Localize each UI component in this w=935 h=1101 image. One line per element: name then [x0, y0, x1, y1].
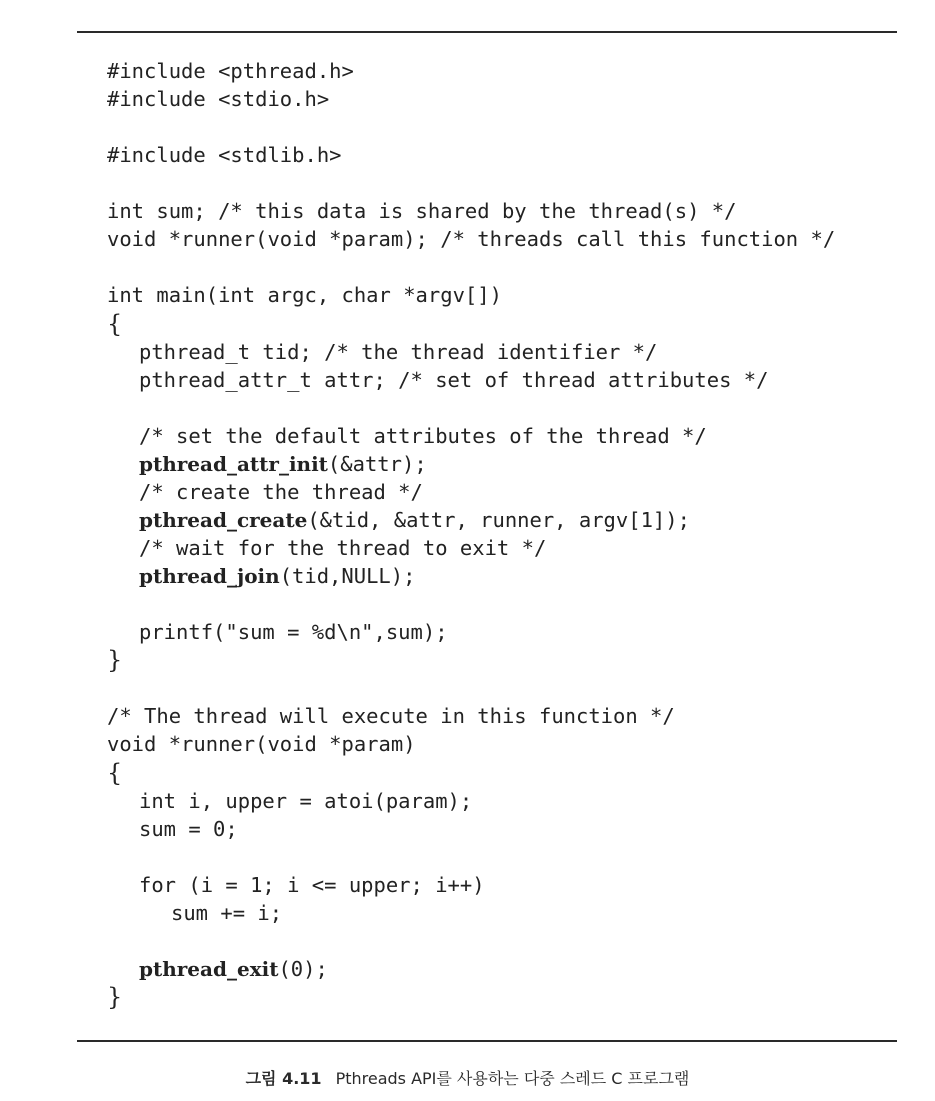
code-line: #include <stdlib.h>: [107, 143, 342, 167]
function-name: pthread_exit: [139, 957, 279, 981]
code-args: (tid,NULL);: [279, 564, 416, 588]
bottom-rule: [77, 1040, 897, 1042]
code-line: [139, 562, 415, 590]
function-name: pthread_join: [139, 564, 280, 588]
code-line-brace: }: [107, 646, 123, 674]
code-line-brace: }: [107, 983, 123, 1011]
figure-label: 그림 4.11: [245, 1069, 322, 1088]
code-line: #include <stdio.h>: [107, 87, 330, 111]
code-line: /* wait for the thread to exit */: [139, 536, 547, 560]
code-line: /* create the thread */: [139, 480, 423, 504]
code-line: int main(int argc, char *argv[]): [107, 283, 502, 307]
code-line: [139, 506, 690, 534]
code-line: int sum; /* this data is shared by the thread(s) */: [107, 199, 737, 223]
function-name: pthread_attr_init: [139, 452, 328, 476]
code-line: #include <pthread.h>: [107, 59, 354, 83]
code-args: (0);: [278, 957, 328, 981]
figure-caption-text: Pthreads API를 사용하는 다중 스레드 C 프로그램: [335, 1069, 690, 1088]
function-name: pthread_create: [139, 508, 308, 532]
code-line: void *runner(void *param): [107, 732, 416, 756]
code-line: /* The thread will execute in this function */: [107, 704, 675, 728]
code-line: /* set the default attributes of the thread */: [139, 424, 707, 448]
code-line-brace: {: [107, 310, 123, 338]
code-line: int i, upper = atoi(param);: [139, 789, 473, 813]
code-line: void *runner(void *param); /* threads call this function */: [107, 227, 836, 251]
figure-caption: [0, 1066, 935, 1089]
code-line-brace: {: [107, 759, 123, 787]
code-line: pthread_t tid; /* the thread identifier */: [139, 340, 658, 364]
code-line: printf("sum = %d\n",sum);: [139, 620, 448, 644]
code-line: sum += i;: [171, 901, 283, 925]
code-line: for (i = 1; i <= upper; i++): [139, 873, 485, 897]
top-rule: [77, 31, 897, 33]
code-args: (&tid, &attr, runner, argv[1]);: [307, 508, 690, 532]
code-line: sum = 0;: [139, 817, 238, 841]
code-line: [139, 450, 427, 478]
code-line: [139, 955, 328, 983]
code-line: pthread_attr_t attr; /* set of thread attributes */: [139, 368, 769, 392]
code-args: (&attr);: [327, 452, 427, 476]
